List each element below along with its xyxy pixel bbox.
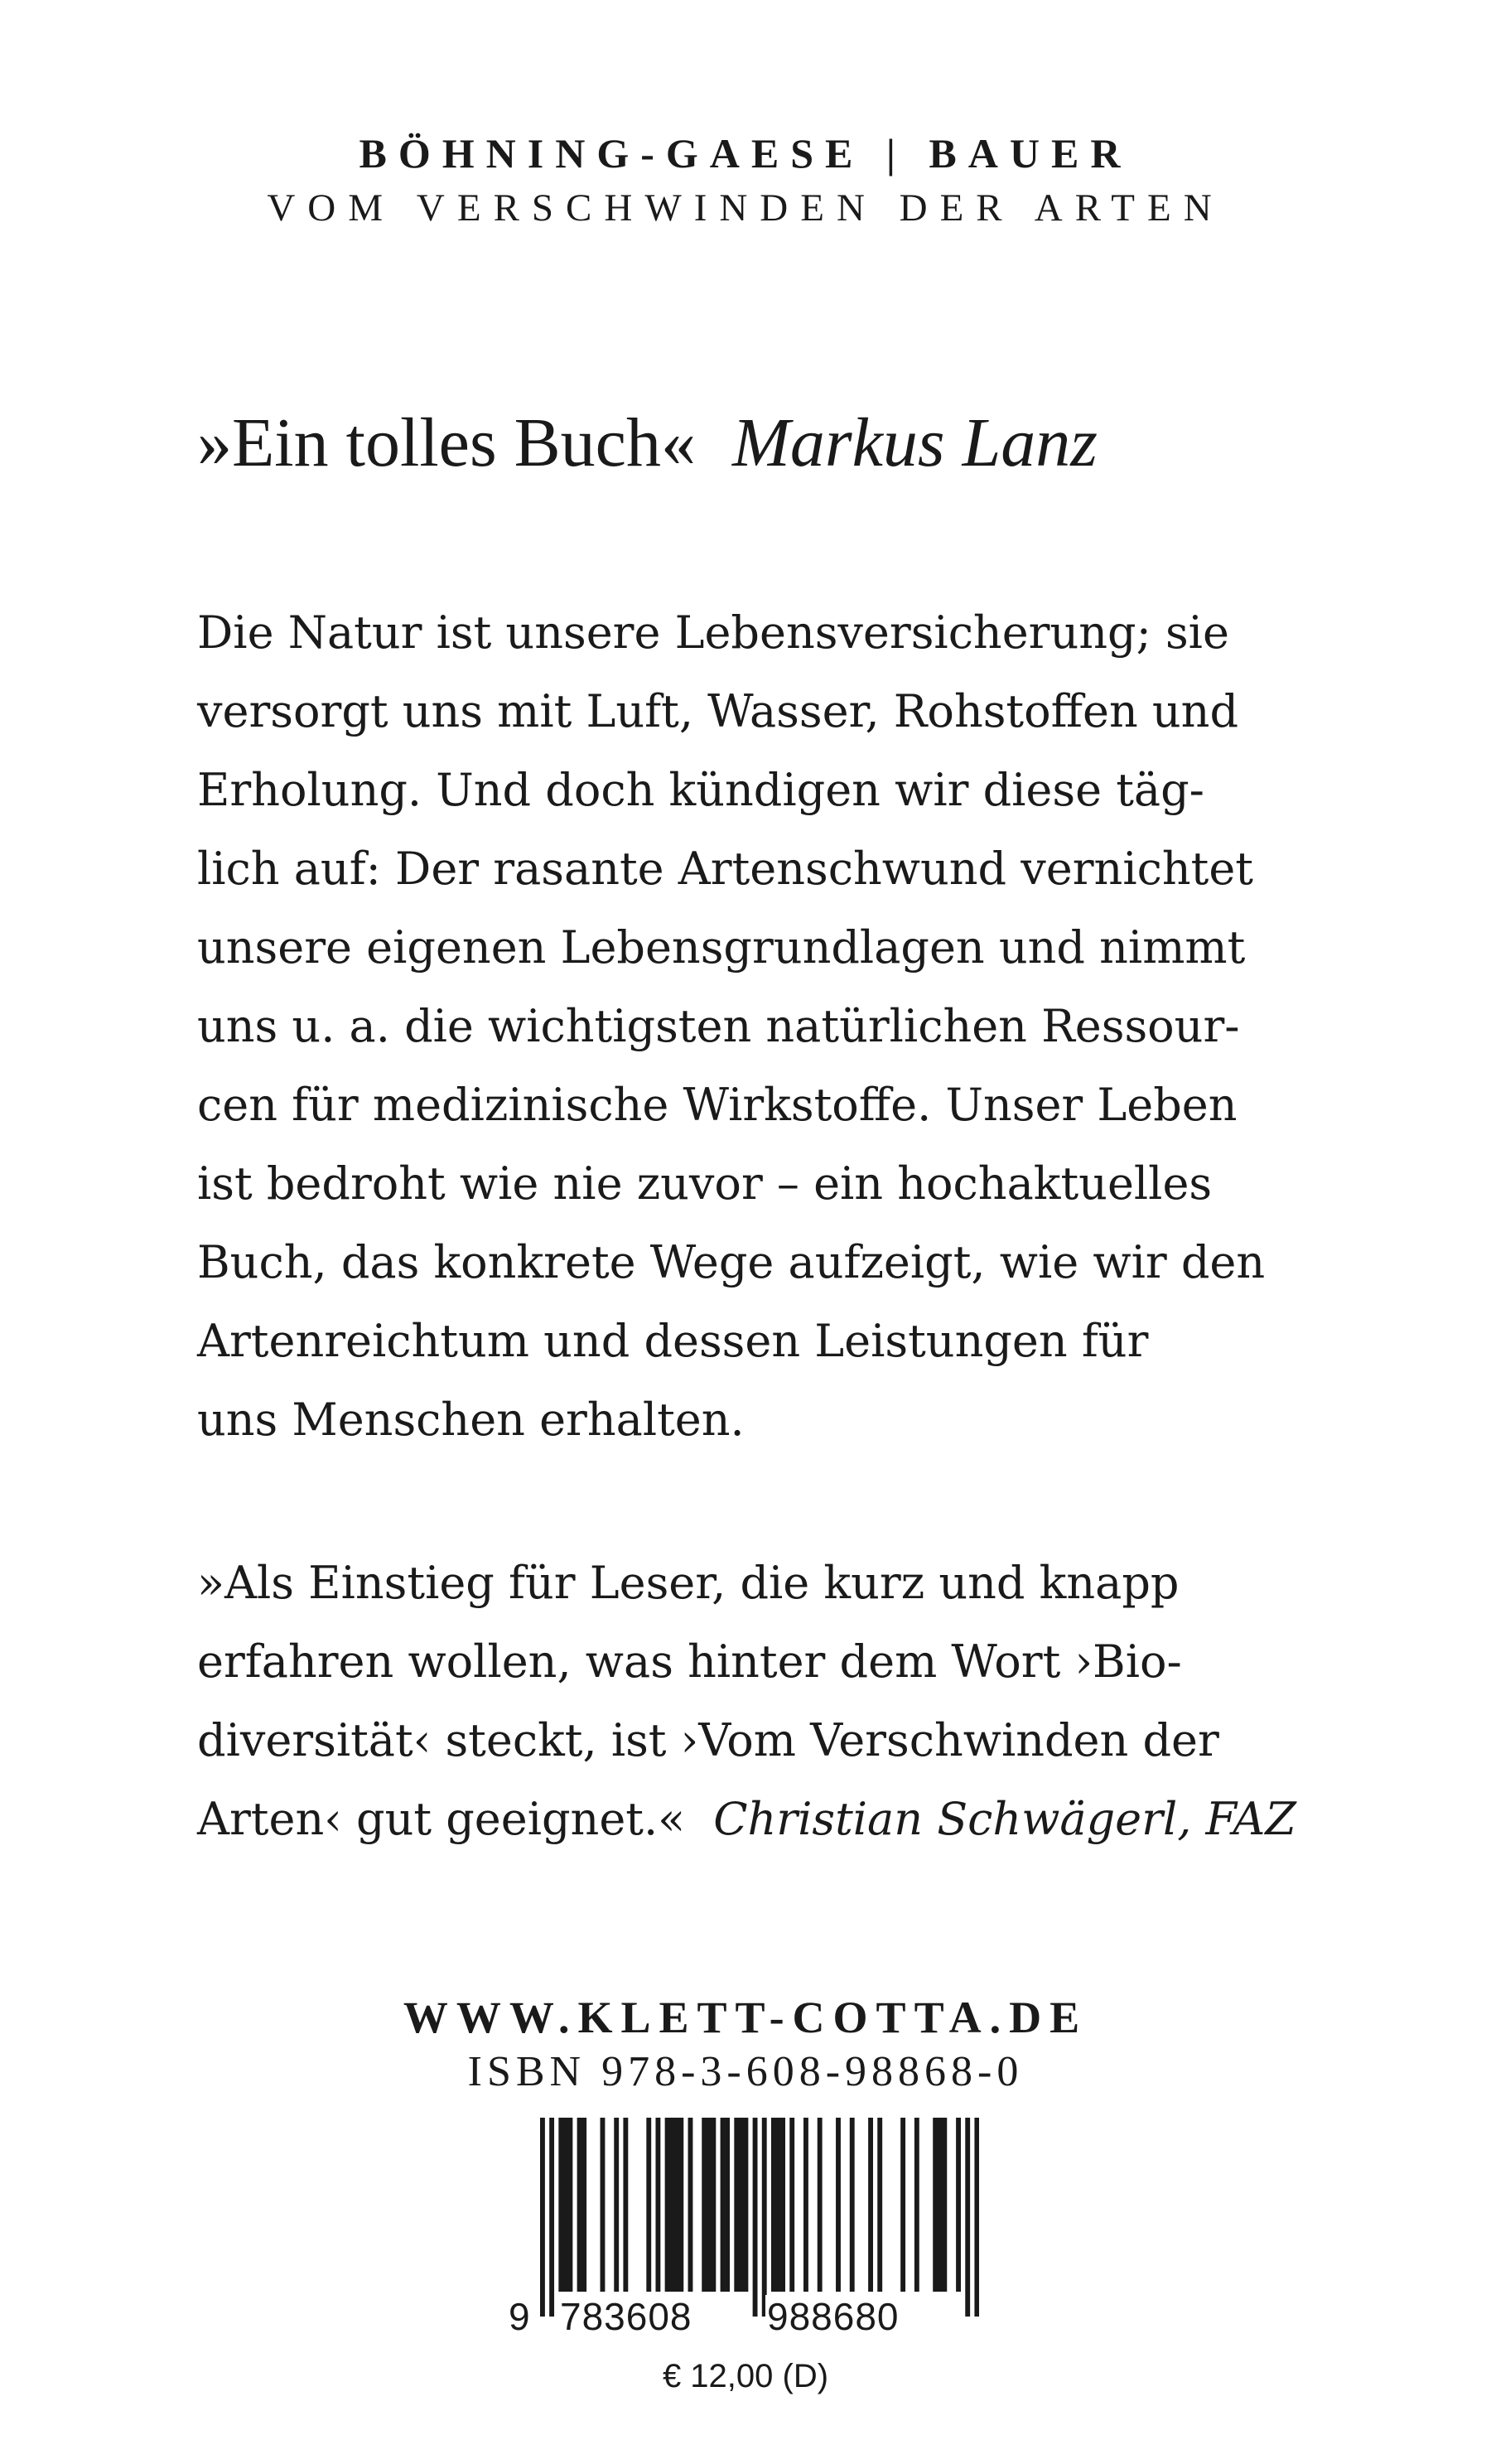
barcode-bar [956,2118,961,2292]
barcode-bar [743,2118,748,2292]
publisher-website: WWW.KLETT-COTTA.DE [403,1993,1088,2042]
barcode-bar [711,2118,716,2292]
headline-quote-text: »Ein tolles Buch« [197,404,696,481]
barcode-guard-bar [762,2118,767,2317]
barcode [540,2118,979,2317]
description-line: cen für medizinische Wirkstoffe. Unser Leben [197,1079,1238,1131]
barcode-bar [725,2118,730,2292]
barcode-bar [688,2118,693,2292]
book-title: VOM VERSCHWINDEN DER ARTEN [267,186,1224,229]
barcode-right-group: 988680 [767,2295,900,2338]
barcode-bar [623,2118,628,2292]
barcode-bar [836,2118,841,2292]
barcode-bar [614,2118,619,2292]
barcode-bar [771,2118,776,2292]
barcode-bar [789,2118,794,2292]
barcode-bar [558,2118,563,2292]
barcode-guard-bar [540,2118,545,2317]
barcode-bar [567,2118,572,2292]
barcode-bar [646,2118,651,2292]
barcode-bar [938,2118,943,2292]
barcode-guard-bar [965,2118,970,2317]
barcode-bar [933,2118,938,2292]
barcode-bar [818,2118,823,2292]
barcode-bar [734,2118,739,2292]
headline-quote [197,402,1357,485]
barcode-bar [877,2118,882,2292]
barcode-bar [803,2118,808,2292]
barcode-bar [776,2118,781,2292]
review-line: »Als Einstieg für Leser, die kurz und knapp [197,1557,1180,1609]
description-line: unsere eigenen Lebensgrundlagen und nimmt [197,921,1246,974]
author-names: BÖHNING-GAESE | BAUER [359,130,1132,176]
barcode-bar [669,2118,674,2292]
barcode-guard-bar [549,2118,554,2317]
barcode-bar [601,2118,606,2292]
barcode-bar [702,2118,707,2292]
barcode-bar [780,2118,785,2292]
isbn-number: ISBN 978-3-608-98868-0 [467,2048,1024,2095]
barcode-bar [577,2118,582,2292]
barcode-bar [850,2118,855,2292]
barcode-bar [721,2118,726,2292]
barcode-bar [665,2118,670,2292]
press-review [197,1544,1373,1858]
barcode-bar [868,2118,873,2292]
barcode-bar [900,2118,905,2292]
barcode-bar [581,2118,586,2292]
book-description [197,593,1373,1459]
review-line [197,1780,1373,1858]
price: € 12,00 (D) [662,2358,829,2394]
barcode-bar [739,2118,744,2292]
barcode-left-group: 783608 [560,2295,692,2338]
description-line: ist bedroht wie nie zuvor – ein hochaktuelles [197,1157,1213,1210]
description-line: Erholung. Und doch kündigen wir diese täg- [197,764,1204,816]
barcode-bar [563,2118,568,2292]
description-line: lich auf: Der rasante Artenschwund vernichtet [197,843,1253,895]
review-attribution: Christian Schwägerl, FAZ [713,1793,1296,1845]
barcode-bar [707,2118,712,2292]
review-line: diversität‹ steckt, ist ›Vom Verschwinden der [197,1714,1219,1766]
barcode-first-digit: 9 [509,2295,531,2338]
barcode-bar [942,2118,947,2292]
description-line: Buch, das konkrete Wege aufzeigt, wie wir den [197,1236,1266,1288]
barcode-bar [674,2118,679,2292]
description-line: uns u. a. die wichtigsten natürlichen Ressour- [197,1000,1240,1052]
barcode-bar [655,2118,660,2292]
headline-attribution: Markus Lanz [731,404,1098,481]
barcode-guard-bar [974,2118,979,2317]
description-line: versorgt uns mit Luft, Wasser, Rohstoffen und [197,685,1239,737]
review-line: erfahren wollen, was hinter dem Wort ›Bio- [197,1635,1182,1688]
barcode-guard-bar [753,2118,758,2317]
barcode-bar [678,2118,683,2292]
description-line: Die Natur ist unsere Lebensversicherung; sie [197,606,1229,659]
description-line: Artenreichtum und dessen Leistungen für [197,1315,1149,1367]
description-line: uns Menschen erhalten. [197,1394,745,1446]
review-line-end: Arten‹ gut geeignet.« [197,1793,686,1845]
barcode-bar [914,2118,919,2292]
